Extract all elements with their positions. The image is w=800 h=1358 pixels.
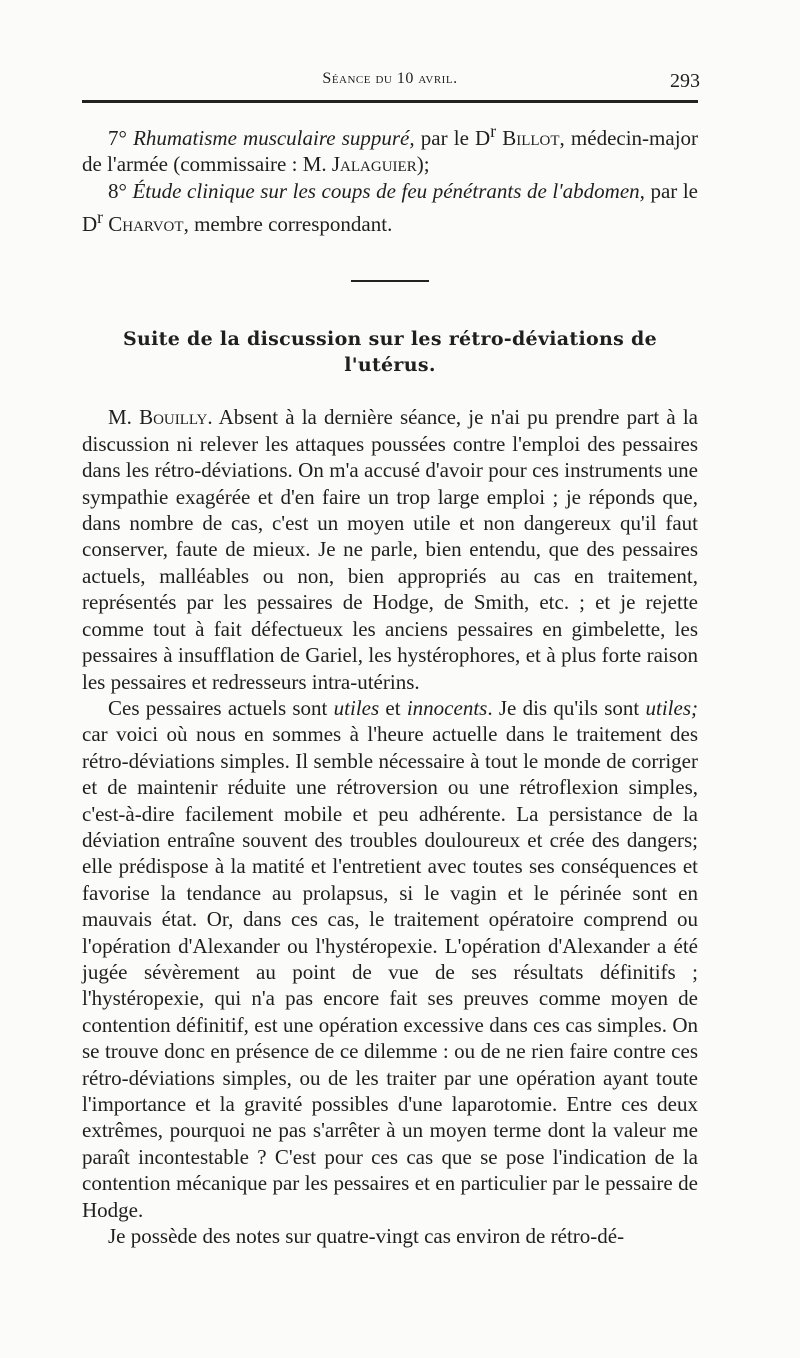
list-item-7 xyxy=(82,118,698,178)
running-title xyxy=(80,70,700,88)
paragraph-2 xyxy=(82,695,698,1223)
item-number: 7° xyxy=(108,126,127,150)
item-title: Étude clinique sur les coups de feu pénétrants de l'abdomen, xyxy=(132,178,645,203)
running-head xyxy=(80,70,700,94)
header-rule xyxy=(82,100,698,103)
list-item-8 xyxy=(82,178,698,238)
p2-em-3: utiles; xyxy=(645,695,699,720)
item-text: par le D xyxy=(414,126,491,150)
item-text-b: , membre correspondant. xyxy=(183,212,393,237)
item-text-c: ); xyxy=(416,152,430,177)
p2-b: et xyxy=(379,695,407,720)
item-text: par le D xyxy=(82,178,698,237)
running-title-month: avril. xyxy=(418,70,458,87)
p2-em-1: utiles xyxy=(333,695,380,720)
item-author: Billot xyxy=(502,126,560,150)
paragraph-3: Je possède des notes sur quatre-vingt cas environ de rétro-dé- xyxy=(108,1224,625,1249)
running-title-text: Séance du xyxy=(322,70,393,87)
item-sup: r xyxy=(97,207,103,228)
item-number: 8° xyxy=(108,178,127,203)
item-sup: r xyxy=(490,121,497,141)
running-title-day: 10 xyxy=(396,70,414,87)
paragraph-1-text: Absent à la dernière séance, je n'ai pu prendre part à la discussion ni relever les attaques poussées contre l'emploi des pessaires dans les rétro-déviations. On m'a accusé d'avoir pour ces instruments une sympathie exagérée et d'en faire un trop large emploi ; je réponds que, dans nombre de cas, c'est un moyen utile et non dangereux qu'il faut conserver, faute de mieux. Je ne parle, bien entendu, que des pessaires actuels, malléables ou non, bien appropriés au cas en traitement, représentés par les pessaires de Hodge, de Smith, etc. ; et je rejette comme tout à fait défectueux les anciens pessaires en gimbelette, les pessaires à insufflation de Gariel, les hystérophores, et à plus forte raison les pessaires et redresseurs intra-utérins. xyxy=(82,405,698,694)
p2-c: . Je dis qu'ils sont xyxy=(487,695,646,720)
section-heading: Suite de la discussion sur les rétro-déviations de l'utérus. xyxy=(123,327,657,377)
item-title: Rhumatisme musculaire suppuré, xyxy=(133,126,415,150)
item-commissioner: Jalaguier xyxy=(331,152,417,177)
section-divider xyxy=(351,280,429,282)
paragraph-1 xyxy=(82,404,698,694)
item-author: Charvot xyxy=(108,212,184,237)
speaker-name: M. Bouilly. xyxy=(108,405,213,430)
p2-a: Ces pessaires actuels sont xyxy=(108,695,334,720)
section-gap xyxy=(82,378,698,404)
page-number: 293 xyxy=(670,70,700,92)
item-text-b: , médecin-major de l'armée (commissaire : M. xyxy=(82,126,699,177)
p2-d: car voici où nous en sommes à l'heure actuelle dans le traitement des rétro-déviations simples. Il semble nécessaire à tout le monde de corriger et de maintenir réduite une rétroversion ou une rétroflexion simples, c'est-à-dire facilement mobile et peu adhérente. La persistance de la déviation entraîne souvent des troubles douloureux et crée des dangers; elle prédispose à la matité et l'entretient avec toutes ses conséquences et favorise la tendance au prolapsus, si le vagin et le périnée sont en mauvais état. Or, dans ces cas, le traitement opératoire comprend ou l'opération d'Alexander ou l'hystéropexie. L'opération d'Alexander a été jugée sévèrement au point de vue de ses résultats définitifs ; l'hystéropexie, qui n'a pas encore fait ses preuves comme moyen de contention définitif, est une opération excessive dans ces cas simples. On se trouve donc en présence de ce dilemme : ou de ne rien faire contre ces rétro-déviations simples, ou de les traiter par une opération ayant toute l'importance et la gravité possibles d'une laparotomie. Entre ces deux extrêmes, pourquoi ne pas s'arrêter à un moyen terme dont la valeur me paraît incontestable ? C'est pour ces cas que se pose l'indication de la contention mécanique par les pessaires et en particulier par le pessaire de Hodge. xyxy=(82,722,698,1222)
p2-em-2: innocents xyxy=(406,695,488,720)
body-text xyxy=(82,118,698,1249)
